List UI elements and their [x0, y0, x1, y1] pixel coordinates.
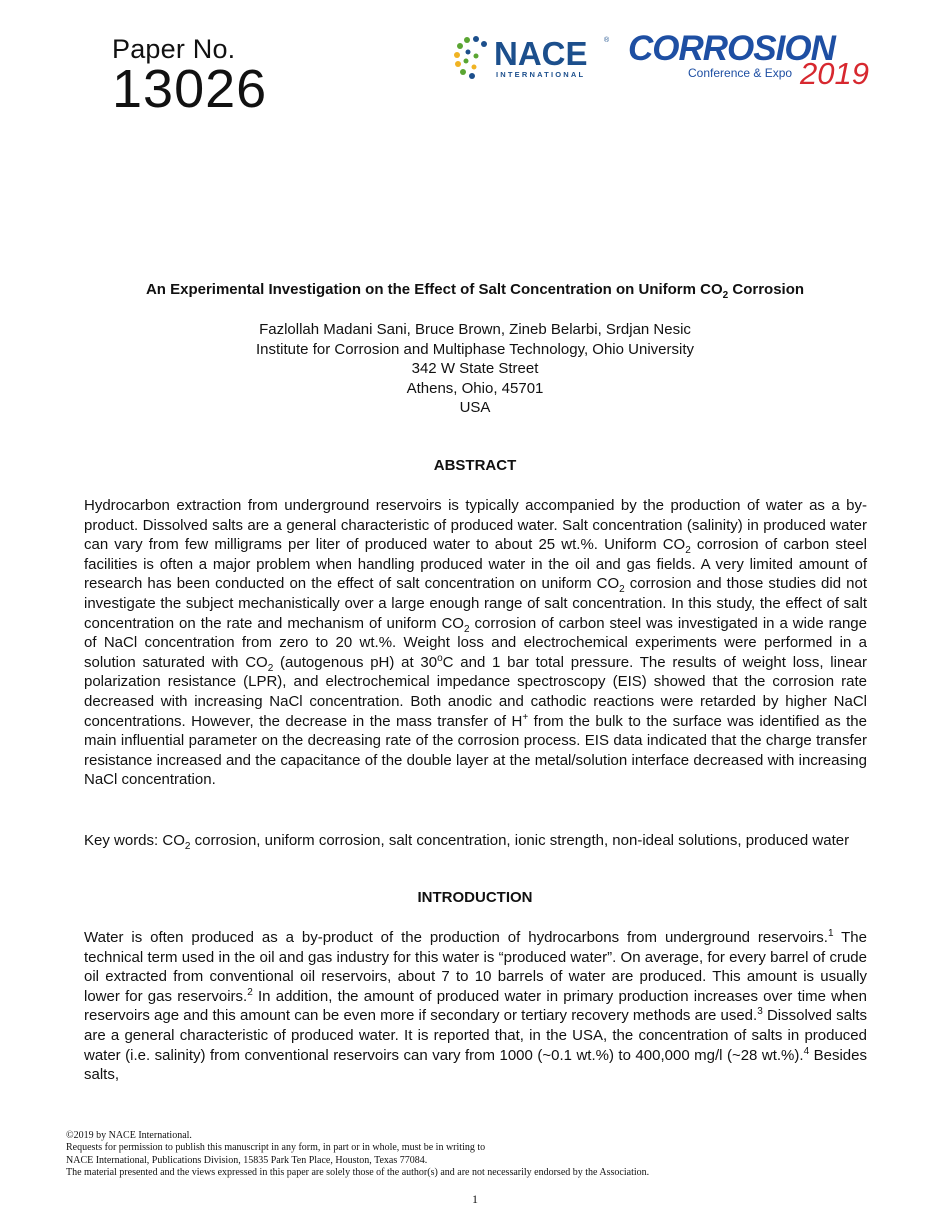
introduction-heading: INTRODUCTION	[417, 889, 533, 906]
author-street: 342 W State Street	[411, 360, 539, 377]
introduction-paragraph: Water is often produced as a by-product of the production of hydrocarbons from underground reservoirs.$^1$ The technical term used in the oil and gas industry for this water is “produced water”. On average, for every barrel of crude oil extracted from conventional oil reservoirs, about 7 to 10 barrels of water are produced. This amount is usually lower for gas reservoirs.$^2$ In addition, the amount of produced water in primary production increases over time when reservoirs age and this amount can be even more if secondary or tertiary recovery methods are used.$^3$ Dissolved salts are a general characteristic of produced water. It is reported that, in the USA, the concentration of salts in produced water (i.e. salinity) from conventional reservoirs can vary from 1000 (~0.1 wt.%) to 400,000 mg/l (~28 wt.%).$^4$ Besides salts,	[84, 928, 867, 1084]
abstract-paragraph: Hydrocarbon extraction from underground reservoirs is typically accompanied by the production of water as a by-product. Dissolved salts are a general characteristic of produced water. Salt concentration (salinity) in produced water can vary from few milligrams per liter of produced water to about 25 wt.%. Uniform $CO_2$ corrosion of carbon steel facilities is often a major problem when handling produced water in the oil and gas fields. A very limited amount of research has been conducted on the effect of salt concentration on uniform $CO_2$ corrosion and those studies did not investigate the subject mechanistically over a large enough range of salt concentration. In this study, the effect of salt concentration on the rate and mechanism of uniform $CO_2$ corrosion of carbon steel was investigated in a wide range of NaCl concentration from zero to 20 wt.%. Weight loss and electrochemical experiments were performed in a solution saturated with $CO_2$ (autogenous pH) at 30$^o$C and 1 bar total pressure. The results of weight loss, linear polarization resistance (LPR), and electrochemical impedance spectroscopy (EIS) showed that the corrosion rate decreased with increasing NaCl concentration. Both anodic and cathodic reactions were retarded by higher NaCl concentrations. However, the decrease in the mass transfer of H+ from the bulk to the surface was identified as the main influential parameter on the decreasing rate of the corrosion process. EIS data indicated that the charge transfer resistance increased and the capacitance of the double layer at the metal/solution interface decreased with increasing NaCl concentration.	[84, 497, 868, 789]
nace-registered-mark: ®	[604, 37, 610, 44]
citation-ref: 3	[757, 1006, 763, 1018]
citation-ref: 1	[827, 928, 834, 939]
permission-line: Requests for permission to publish this manuscript in any form, in part or in whole, must be in writing to	[66, 1142, 486, 1154]
nace-tagline: INTERNATIONAL	[496, 70, 586, 79]
keywords-paragraph: Key words: $CO_2$ corrosion, uniform corrosion, salt concentration, ionic strength, non-ideal solutions, produced water	[84, 832, 850, 852]
page-number: 1	[472, 1192, 478, 1206]
citation-ref: 2	[247, 986, 253, 998]
conference-expo-label: Conference & Expo	[688, 66, 793, 80]
author-institute: Institute for Corrosion and Multiphase Technology, Ohio University	[256, 340, 694, 358]
author-country: USA	[459, 399, 491, 416]
nace-globe-icon	[454, 36, 487, 79]
paper-number-block	[112, 34, 268, 119]
paper-title: An Experimental Investigation on the Effect of Salt Concentration on Uniform $CO_2$ Corrosion	[145, 281, 805, 301]
copyright-footer	[66, 1130, 886, 1179]
corrosion-wordmark: CORROSION	[628, 29, 835, 68]
author-block	[60, 320, 890, 418]
paper-number: 13026	[112, 59, 268, 119]
nace-wordmark: NACE	[494, 35, 588, 72]
paper-number-label: Paper No.	[112, 34, 236, 64]
nace-logo	[452, 34, 622, 82]
author-names: Fazlollah Madani Sani, Bruce Brown, Zineb Belarbi, Srdjan Nesic	[259, 321, 691, 338]
copyright-line: ©2019 by NACE International.	[66, 1130, 192, 1141]
conference-year: 2019	[800, 56, 869, 90]
disclaimer-line: The material presented and the views expressed in this paper are solely those of the author(s) and are not necessarily endorsed by the Association.	[66, 1166, 650, 1178]
abstract-heading: ABSTRACT	[433, 457, 517, 474]
corrosion-2019-logo	[626, 28, 884, 90]
address-line: NACE International, Publications Division, 15835 Park Ten Place, Houston, Texas 77084.	[66, 1154, 428, 1166]
author-city: Athens, Ohio, 45701	[406, 379, 544, 397]
citation-ref: 4	[803, 1045, 810, 1057]
